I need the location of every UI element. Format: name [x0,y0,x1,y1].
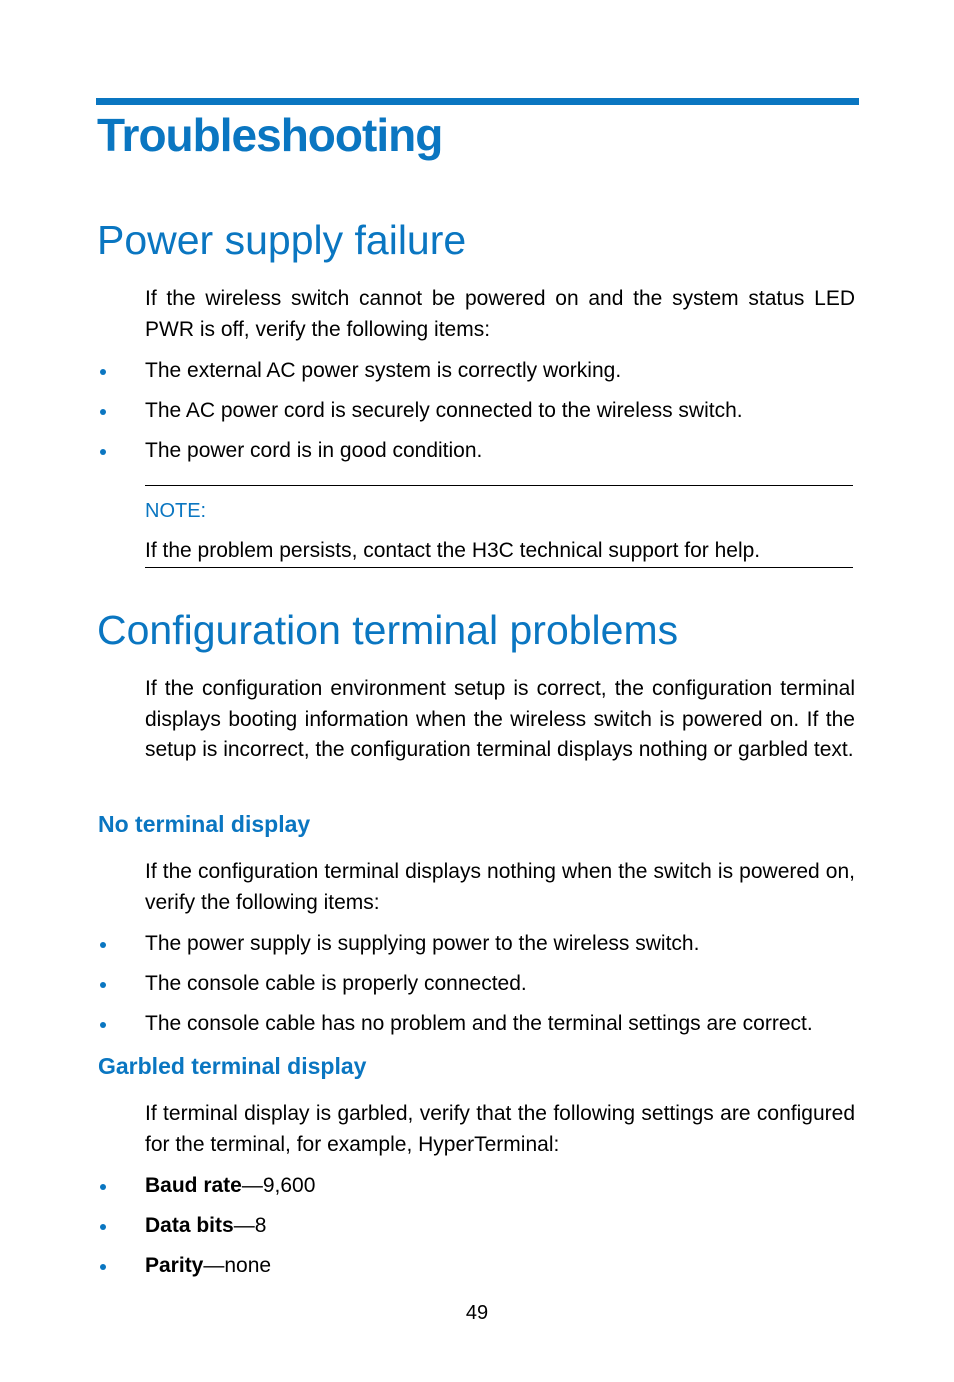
section-title-power-supply: Power supply failure [97,217,467,263]
bullet-icon [100,1184,106,1190]
no-display-intro: If the configuration terminal displays nothing when the switch is powered on, verify the following items: [145,860,855,914]
note-box [145,485,853,568]
list-item [0,932,954,972]
chapter-rule [96,98,859,105]
list-item [0,439,954,479]
setting-name: Data bits [145,1214,234,1237]
page-number: 49 [465,1302,489,1324]
setting-name: Baud rate [145,1174,242,1197]
bullet-icon [100,449,106,455]
bullet-icon [100,409,106,415]
setting-value: —8 [233,1214,267,1237]
list-item [0,359,954,399]
power-supply-checklist [0,359,954,479]
list-item-text: The console cable has no problem and the terminal settings are correct. [145,1012,813,1035]
note-text: If the problem persists, contact the H3C technical support for help. [145,539,761,562]
list-item-text: The console cable is properly connected. [145,972,527,995]
no-display-checklist [0,932,954,1052]
config-terminal-intro: If the configuration environment setup is correct, the configuration terminal displays booting information when the wireless switch is powered on. If the setup is incorrect, the configuration terminal displays nothing or garbled text. [145,677,855,761]
list-item-text: The power cord is in good condition. [145,439,483,462]
list-item-text [145,1214,266,1238]
list-item-text: The power supply is supplying power to the wireless switch. [145,932,700,955]
bullet-icon [100,982,106,988]
list-item-text: The AC power cord is securely connected to the wireless switch. [145,399,743,422]
list-item [0,1254,954,1294]
bullet-icon [100,1022,106,1028]
list-item-text: The external AC power system is correctly working. [145,359,622,382]
list-item [0,399,954,439]
bullet-icon [100,942,106,948]
list-item [0,972,954,1012]
list-item [0,1174,954,1214]
bullet-icon [100,1264,106,1270]
subsection-title-no-display: No terminal display [98,811,311,837]
setting-name: Parity [145,1254,204,1277]
bullet-icon [100,369,106,375]
subsection-title-garbled-display: Garbled terminal display [98,1053,367,1079]
garbled-display-intro: If terminal display is garbled, verify that the following settings are configured for the terminal, for example, HyperTerminal: [145,1102,855,1156]
terminal-settings-list [0,1174,954,1294]
power-supply-intro: If the wireless switch cannot be powered on and the system status LED PWR is off, verify the following items: [145,287,855,341]
list-item [0,1012,954,1052]
note-label: NOTE: [145,500,207,522]
bullet-icon [100,1224,106,1230]
setting-value: —9,600 [241,1174,316,1197]
list-item-text [145,1254,271,1278]
setting-value: —none [203,1254,272,1277]
list-item [0,1214,954,1254]
chapter-title: Troubleshooting [97,109,443,161]
section-title-config-terminal: Configuration terminal problems [97,607,679,653]
list-item-text [145,1174,315,1198]
